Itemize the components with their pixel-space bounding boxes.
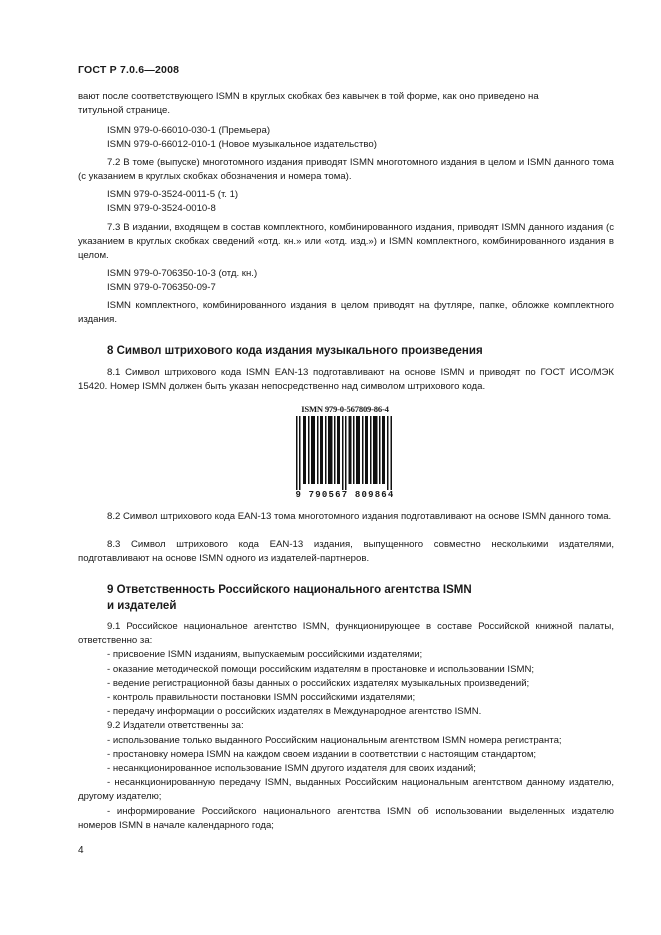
section-9-title xyxy=(107,582,472,614)
paragraph-8-3: 8.3 Символ штрихового кода EAN-13 издания, выпущенного совместно несколькими издателями, подготавливают на основе ISMN одного из издателей-партнеров. xyxy=(78,539,614,565)
document-header: ГОСТ Р 7.0.6—2008 xyxy=(78,64,180,76)
list-item: - присвоение ISMN изданиям, выпускаемым российскими издателями; xyxy=(107,649,423,661)
barcode-figure xyxy=(290,404,400,502)
page-number: 4 xyxy=(78,845,84,856)
section-9-title-line-2: и издателей xyxy=(107,600,177,612)
paragraph-7-2: 7.2 В томе (выпуске) многотомного издания приводят ISMN многотомного издания в целом и ISMN данного тома (с указанием в круглых скобках обозначения и номера тома). xyxy=(78,157,614,183)
list-item: - оказание методической помощи российским издателям в простановке и использовании ISMN; xyxy=(107,663,535,675)
list-item: - информирование Российского национального агентства ISMN об использовании выделенных издателю номеров ISMN в начале календарного года; xyxy=(78,805,614,831)
list-item: - простановку номера ISMN на каждом своем издании в соответствии с настоящим стандартом; xyxy=(107,748,537,760)
barcode-bars xyxy=(296,416,394,490)
list-item: - несанкционированное использование ISMN другого издателя для своих изданий; xyxy=(107,763,476,775)
section-9-title-line-1: 9 Ответственность Российского национального агентства ISMN xyxy=(107,584,472,596)
list-item: - ведение регистрационной базы данных о российских издателях музыкальных произведений; xyxy=(107,677,530,689)
example-line: ISMN 979-0-3524-0010-8 xyxy=(107,203,216,215)
list-9-2 xyxy=(78,734,614,833)
section-9-body xyxy=(78,620,614,833)
list-item: - передачу информации о российских издателях в Международное агентство ISMN. xyxy=(107,706,482,718)
list-9-1 xyxy=(78,648,614,719)
paragraph-7-3: 7.3 В издании, входящем в состав комплектного, комбинированного издания, приводят ISMN данного издания (с указанием в круглых скобках сведений «отд. кн.» или «отд. изд.») и ISMN комплектного, комбинированного издания в целом. xyxy=(78,222,614,262)
example-line: ISMN 979-0-706350-09-7 xyxy=(107,282,216,294)
intro-line-1: вают после соответствующего ISMN в круглых скобках без кавычек в той форме, как оно приведено на xyxy=(78,91,539,102)
list-item: - использование только выданного Российским национальным агентством ISMN номера регистранта; xyxy=(107,734,562,746)
example-block-3 xyxy=(107,267,257,295)
paragraph-8-1: 8.1 Символ штрихового кода ISMN EAN-13 подготавливают на основе ISMN и приводят по ГОСТ ИСО/МЭК 15420. Номер ISMN должен быть указан непосредственно над символом штрихового кода. xyxy=(78,367,614,393)
example-block-2 xyxy=(107,188,238,216)
example-block-1 xyxy=(107,124,377,152)
paragraph-7-3-cont: ISMN комплектного, комбинированного издания в целом приводят на футляре, папке, обложке комплектного издания. xyxy=(78,300,614,326)
barcode-digits: 9 790567 809864 xyxy=(295,490,395,500)
list-item: - контроль правильности постановки ISMN российскими издателями; xyxy=(107,692,416,704)
paragraph-9-2: 9.2 Издатели ответственны за: xyxy=(107,720,244,732)
example-line: ISMN 979-0-706350-10-3 (отд. кн.) xyxy=(107,268,258,279)
barcode-isbn-label: ISMN 979-0-567809-86-4 xyxy=(301,404,389,414)
section-8-title: 8 Символ штрихового кода издания музыкального произведения xyxy=(107,345,483,357)
list-item: - несанкционированную передачу ISMN, выданных Российским национальным агентством данному издателю, другому издателю; xyxy=(78,777,614,803)
paragraph-8-2: 8.2 Символ штрихового кода EAN-13 тома многотомного издания подготавливают на основе ISMN данного тома. xyxy=(107,511,612,522)
paragraph-9-1: 9.1 Российское национальное агентство ISMN, функционирующее в составе Российской книжной палаты, ответственно за: xyxy=(78,621,614,647)
intro-paragraph xyxy=(78,90,614,118)
intro-line-2: титульной странице. xyxy=(78,105,171,117)
example-line: ISMN 979-0-66010-030-1 (Премьера) xyxy=(107,125,271,136)
example-line: ISMN 979-0-3524-0011-5 (т. 1) xyxy=(107,189,239,200)
example-line: ISMN 979-0-66012-010-1 (Новое музыкальное издательство) xyxy=(107,139,377,151)
